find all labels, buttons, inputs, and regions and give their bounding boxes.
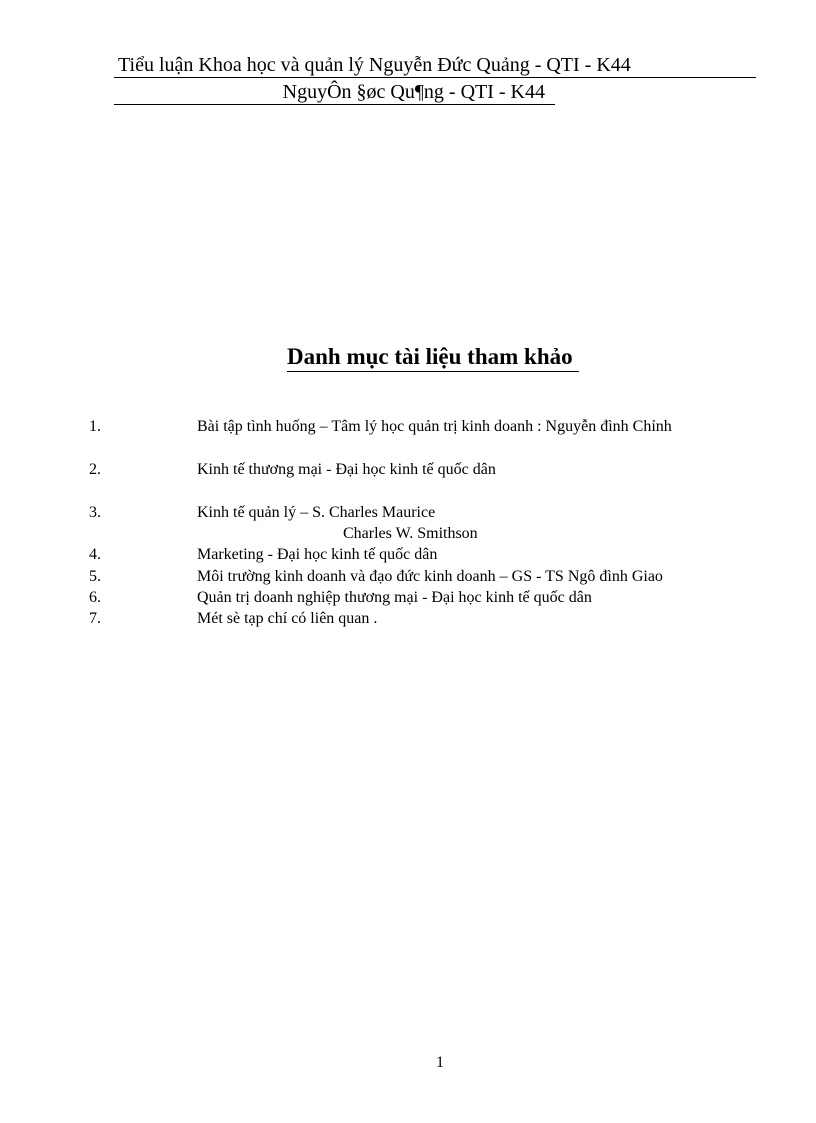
reference-item: Kinh tế quản lý – S. Charles Maurice <box>197 504 436 521</box>
running-header-legacy-encoding: NguyÔn §øc Qu¶ng - QTI - K44 <box>114 80 555 105</box>
running-header: Tiểu luận Khoa học và quản lý Nguyễn Đức Quảng - QTI - K44 <box>114 53 756 78</box>
reference-item: Mét sè tạp chí có liên quan . <box>197 610 378 627</box>
reference-item: Môi trường kinh doanh và đạo đức kinh doanh – GS - TS Ngô đình Giao <box>197 568 663 585</box>
reference-item: Kinh tế thương mại - Đại học kinh tế quốc dân <box>197 461 496 478</box>
reference-number: 6. <box>89 589 101 606</box>
reference-number: 3. <box>89 504 101 521</box>
reference-item-continuation: Charles W. Smithson <box>343 525 478 542</box>
reference-number: 5. <box>89 568 101 585</box>
reference-number: 4. <box>89 546 101 563</box>
page-title: Danh mục tài liệu tham khảo <box>287 343 579 372</box>
reference-number: 1. <box>89 418 101 435</box>
reference-item: Marketing - Đại học kinh tế quốc dân <box>197 546 438 563</box>
reference-item: Quản trị doanh nghiệp thương mại - Đại học kinh tế quốc dân <box>197 589 592 606</box>
reference-item: Bài tập tình huống – Tâm lý học quản trị kinh doanh : Nguyễn đình Chỉnh <box>197 418 672 435</box>
reference-number: 2. <box>89 461 101 478</box>
page-number: 1 <box>436 1054 444 1071</box>
reference-number: 7. <box>89 610 101 627</box>
